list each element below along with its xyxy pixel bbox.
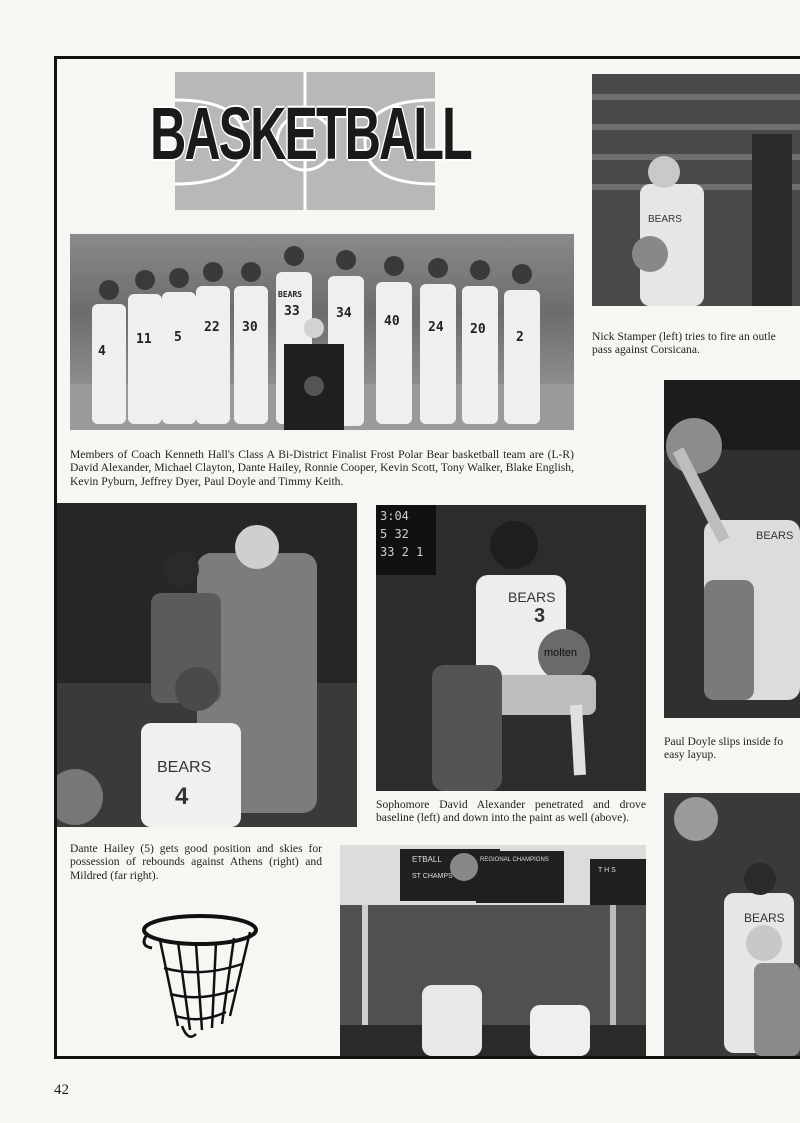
jersey-number: 11 [136, 332, 152, 347]
jersey-number: 4 [98, 344, 106, 359]
jersey-number: 24 [428, 320, 444, 335]
jersey-text: BEARS [756, 530, 794, 542]
jersey-number: 30 [242, 320, 258, 335]
page-number: 42 [54, 1082, 69, 1098]
stamper-caption: Nick Stamper (left) tries to fire an outle pass against Corsicana. [592, 330, 776, 357]
banner-right: T H S [598, 867, 616, 874]
hailey-caption: Dante Hailey (5) gets good position and skies for possession of rebounds against Athens (right) and Mildred (far right). [70, 842, 322, 882]
jersey-number: 40 [384, 314, 400, 329]
jersey-text: BEARS [648, 214, 682, 225]
team-photo-jerseys [70, 234, 574, 430]
hailey-photo [57, 503, 357, 827]
doyle-caption: Paul Doyle slips inside fo easy layup. [664, 735, 784, 762]
stamper-photo [592, 74, 800, 306]
jersey-number: 4 [175, 783, 189, 810]
alexander-photo [376, 505, 646, 791]
net-illustration [138, 908, 258, 1048]
jersey-number: 2 [516, 330, 524, 345]
doyle-photo [664, 380, 800, 718]
jersey-text: BEARS [278, 290, 303, 299]
banner-left-sub: ST CHAMPS [412, 873, 453, 880]
alexander-caption: Sophomore David Alexander penetrated and drove baseline (left) and down into the paint as well (above). [376, 798, 646, 825]
rebound-photo [664, 793, 800, 1056]
jersey-number: 22 [204, 320, 220, 335]
jersey-number: 34 [336, 306, 352, 321]
jersey-text: BEARS [157, 759, 212, 776]
jersey-number: 33 [284, 304, 300, 319]
jersey-number: 20 [470, 322, 486, 337]
page-title: BASKETBALL [150, 92, 471, 175]
jersey-text: BEARS [508, 589, 556, 605]
banner-left: ETBALL [412, 855, 442, 864]
jersey-number: 5 [174, 330, 182, 345]
scoreboard-clock: 3:04 [380, 509, 409, 523]
scoreboard-score: 5 32 [380, 527, 409, 541]
basketball-net-icon [138, 908, 258, 1048]
gym-photo [340, 845, 646, 1056]
scoreboard-stats: 33 2 1 [380, 545, 424, 559]
banner-center: REGIONAL CHAMPIONS [480, 857, 549, 863]
team-caption: Members of Coach Kenneth Hall's Class A Bi-District Finalist Frost Polar Bear basketball team are (L-R) David Alexander, Michael Clayton, Dante Hailey, Ronnie Cooper, Kevin Scott, Tony Walker, Blake English, Kevin Pyburn, Jeffrey Dyer, Paul Doyle and Timmy Keith. [70, 448, 574, 488]
ball-brand: molten [544, 647, 578, 659]
jersey-number: 3 [534, 605, 546, 627]
jersey-text: BEARS [744, 911, 785, 925]
